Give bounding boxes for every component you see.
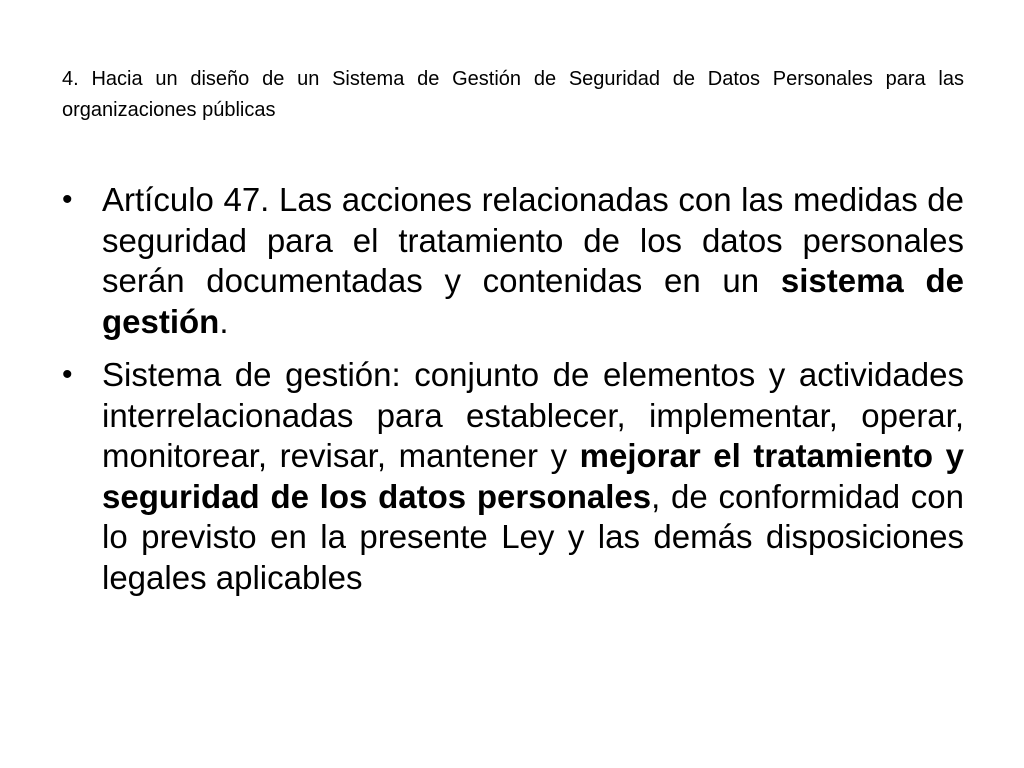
bullet-list [62,180,964,611]
bullet-icon: • [62,183,73,216]
bullet-icon: • [62,358,73,391]
bullet-item-articulo-47 [62,180,964,342]
bullet-text: Sistema de gestión: conjunto de elementos y actividades interrelacionadas para establecer, implementar, operar, monitorear, revisar, mantener y [102,356,964,474]
slide-title: 4. Hacia un diseño de un Sistema de Gestión de Seguridad de Datos Personales para las organizaciones públicas [62,68,964,121]
bullet-text: Artículo 47. Las acciones relacionadas con las medidas de seguridad para el tratamiento de los datos personales serán documentadas y contenidas en un [102,181,964,299]
bullet-text-end: , de conformidad con lo previsto en la presente Ley y las demás disposiciones legales aplicables [102,477,964,596]
bullet-text-end: . [219,302,229,340]
bullet-emphasis: mejorar el tratamiento y seguridad de los datos personales [102,437,965,515]
bullet-item-sistema-de-gestion [62,355,964,598]
bullet-emphasis: sistema de gestión [102,262,964,340]
